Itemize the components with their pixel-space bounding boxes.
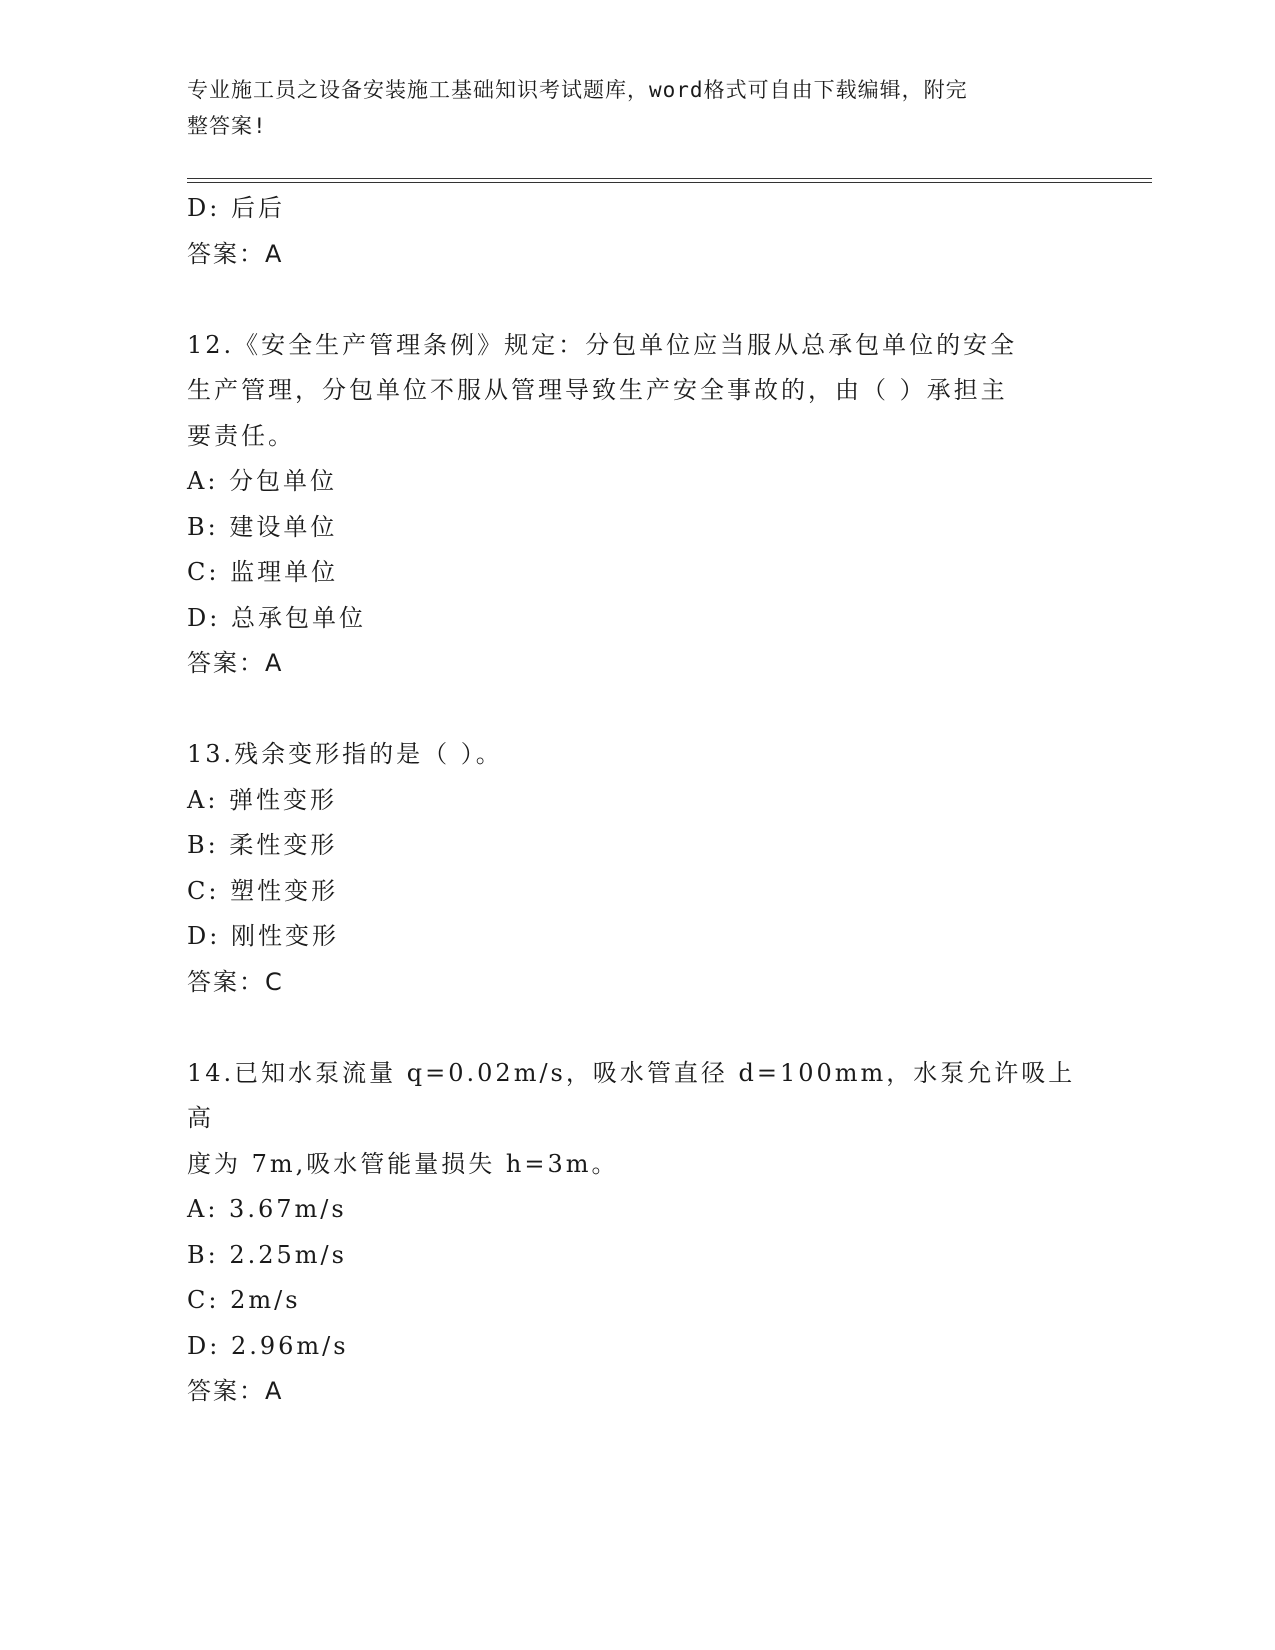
option-d: D: 刚性变形: [187, 922, 339, 950]
option-a: A: 分包单位: [187, 467, 338, 495]
answer-line: 答案：A: [187, 239, 284, 268]
question-stem: 14.已知水泵流量 q=0.02m/s，吸水管直径 d=100mm，水泵允许吸上高: [187, 1058, 1076, 1132]
spacer: [187, 1005, 1087, 1051]
header-divider-top: [187, 178, 1152, 179]
question-12: [187, 323, 1087, 687]
option-c: C: 塑性变形: [187, 876, 339, 905]
option-c: C: 监理单位: [187, 558, 339, 586]
question-13: [187, 732, 1087, 1005]
answer-line: 答案：A: [187, 649, 284, 677]
answer-line: 答案：A: [187, 1377, 284, 1405]
question-stem: 12.《安全生产管理条例》规定：分包单位应当服从总承包单位的安全: [187, 330, 1018, 359]
option-d: D: 后后: [187, 194, 285, 222]
option-a: A: 弹性变形: [187, 785, 338, 814]
document-header: [187, 72, 1067, 144]
question-stem: 13.残余变形指的是（ ）。: [187, 740, 503, 768]
spacer: [187, 277, 1087, 323]
option-c: C: 2m/s: [187, 1286, 301, 1314]
option-b: B: 建设单位: [187, 512, 338, 541]
option-b: B: 2.25m/s: [187, 1240, 347, 1269]
option-b: B: 柔性变形: [187, 831, 338, 859]
option-d: D: 2.96m/s: [187, 1331, 349, 1360]
header-line-2: 整答案!: [187, 114, 267, 138]
question-stem: 生产管理，分包单位不服从管理导致生产安全事故的，由（ ）承担主: [187, 376, 1008, 404]
header-divider-bottom: [187, 182, 1152, 183]
header-line-1: 专业施工员之设备安装施工基础知识考试题库，word格式可自由下载编辑，附完: [187, 78, 968, 102]
document-body: [187, 186, 1087, 1415]
answer-line: 答案：C: [187, 967, 284, 996]
question-14: [187, 1051, 1087, 1415]
question-stem: 度为 7m,吸水管能量损失 h=3m。: [187, 1149, 619, 1178]
option-d: D: 总承包单位: [187, 603, 366, 632]
question-stem: 要责任。: [187, 421, 295, 450]
spacer: [187, 687, 1087, 733]
option-a: A: 3.67m/s: [187, 1195, 347, 1223]
